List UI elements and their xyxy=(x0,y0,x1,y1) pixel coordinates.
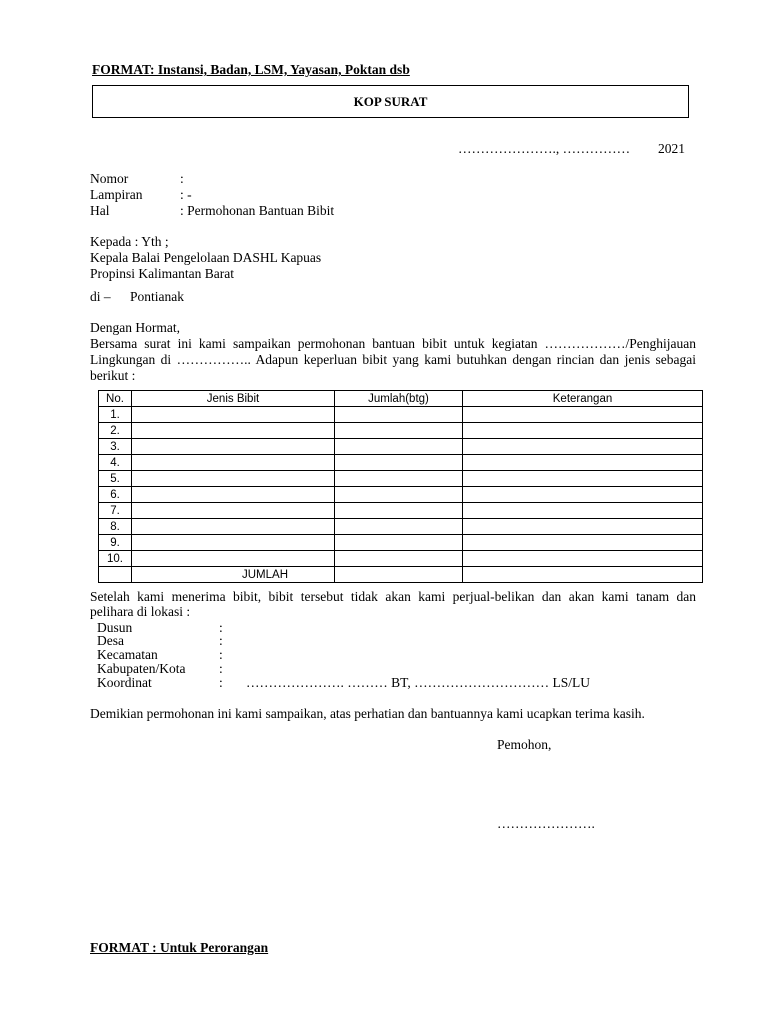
total-jumlah[interactable] xyxy=(335,567,463,583)
row-number: 10. xyxy=(99,551,132,567)
cell-jumlah[interactable] xyxy=(335,439,463,455)
location-colon: : xyxy=(219,661,223,676)
after-table-line-1: Setelah kami menerima bibit, bibit tersebut tidak akan kami perjual-belikan dan akan kami tanam dan xyxy=(90,589,696,604)
date-placeholder: …………………., …………… xyxy=(458,141,631,156)
cell-jenis[interactable] xyxy=(132,407,335,423)
letterhead-box xyxy=(92,85,689,118)
greeting: Dengan Hormat, xyxy=(90,320,180,335)
cell-jenis[interactable] xyxy=(132,503,335,519)
cell-keterangan[interactable] xyxy=(463,519,703,535)
cell-jumlah[interactable] xyxy=(335,551,463,567)
table-row xyxy=(99,519,703,535)
signature-placeholder: …………………. xyxy=(497,816,595,831)
table-row xyxy=(99,439,703,455)
row-number: 3. xyxy=(99,439,132,455)
meta-value-lampiran: : - xyxy=(180,187,192,202)
cell-jenis[interactable] xyxy=(132,455,335,471)
row-number: 9. xyxy=(99,535,132,551)
meta-label-lampiran: Lampiran xyxy=(90,187,143,202)
table-row xyxy=(99,487,703,503)
header-jenis-bibit: Jenis Bibit xyxy=(132,391,335,407)
cell-jenis[interactable] xyxy=(132,487,335,503)
meta-label-hal: Hal xyxy=(90,203,110,218)
table-total-row xyxy=(99,567,703,583)
meta-value-nomor: : xyxy=(180,171,184,186)
total-keterangan[interactable] xyxy=(463,567,703,583)
recipient-di-label: di – xyxy=(90,289,111,304)
cell-keterangan[interactable] xyxy=(463,551,703,567)
header-jumlah: Jumlah(btg) xyxy=(335,391,463,407)
cell-jenis[interactable] xyxy=(132,423,335,439)
location-label: Kabupaten/Kota xyxy=(97,661,186,676)
cell-jumlah[interactable] xyxy=(335,423,463,439)
cell-keterangan[interactable] xyxy=(463,455,703,471)
cell-jenis[interactable] xyxy=(132,471,335,487)
location-label: Kecamatan xyxy=(97,647,158,662)
body-line-2: Lingkungan di …………….. Adapun keperluan bibit yang kami butuhkan dengan rincian dan jenis sebagai xyxy=(90,352,696,367)
row-number: 5. xyxy=(99,471,132,487)
row-number: 1. xyxy=(99,407,132,423)
letterhead-title: KOP SURAT xyxy=(353,94,428,109)
header-no: No. xyxy=(99,391,132,407)
location-colon: : xyxy=(219,675,223,690)
body-line-1: Bersama surat ini kami sampaikan permohonan bantuan bibit untuk kegiatan ………………/Penghijauan xyxy=(90,336,696,351)
cell-jenis[interactable] xyxy=(132,519,335,535)
recipient-line-1: Kepada : Yth ; xyxy=(90,234,169,249)
cell-keterangan[interactable] xyxy=(463,487,703,503)
table-row xyxy=(99,551,703,567)
cell-keterangan[interactable] xyxy=(463,423,703,439)
format-heading-instansi: FORMAT: Instansi, Badan, LSM, Yayasan, Poktan dsb xyxy=(92,62,410,77)
cell-jenis[interactable] xyxy=(132,535,335,551)
date-year: 2021 xyxy=(658,141,685,156)
seedling-table xyxy=(98,390,703,583)
location-label: Desa xyxy=(97,633,124,648)
cell-keterangan[interactable] xyxy=(463,471,703,487)
closing-sentence: Demikian permohonan ini kami sampaikan, atas perhatian dan bantuannya kami ucapkan terima kasih. xyxy=(90,706,645,721)
cell-keterangan[interactable] xyxy=(463,439,703,455)
table-row xyxy=(99,423,703,439)
meta-label-nomor: Nomor xyxy=(90,171,129,186)
meta-value-hal: : Permohonan Bantuan Bibit xyxy=(180,203,335,218)
cell-jumlah[interactable] xyxy=(335,487,463,503)
table-row xyxy=(99,407,703,423)
cell-keterangan[interactable] xyxy=(463,407,703,423)
table-header-row xyxy=(99,391,703,407)
row-number: 8. xyxy=(99,519,132,535)
table-row xyxy=(99,455,703,471)
format-heading-perorangan: FORMAT : Untuk Perorangan xyxy=(90,940,269,955)
cell-jumlah[interactable] xyxy=(335,503,463,519)
total-label: JUMLAH xyxy=(132,567,335,583)
location-label: Dusun xyxy=(97,620,133,635)
recipient-city: Pontianak xyxy=(130,289,184,304)
after-table-line-2: pelihara di lokasi : xyxy=(90,604,191,619)
row-number: 6. xyxy=(99,487,132,503)
row-number: 7. xyxy=(99,503,132,519)
cell-jenis[interactable] xyxy=(132,551,335,567)
body-line-3: berikut : xyxy=(90,368,136,383)
signature-label: Pemohon, xyxy=(497,737,552,752)
recipient-line-2: Kepala Balai Pengelolaan DASHL Kapuas xyxy=(90,250,322,265)
cell-jumlah[interactable] xyxy=(335,407,463,423)
table-row xyxy=(99,503,703,519)
cell-jumlah[interactable] xyxy=(335,471,463,487)
location-colon: : xyxy=(219,620,223,635)
header-keterangan: Keterangan xyxy=(463,391,703,407)
recipient-line-3: Propinsi Kalimantan Barat xyxy=(90,266,234,281)
location-colon: : xyxy=(219,647,223,662)
cell-jumlah[interactable] xyxy=(335,519,463,535)
cell-jumlah[interactable] xyxy=(335,455,463,471)
table-row xyxy=(99,535,703,551)
location-label: Koordinat xyxy=(97,675,152,690)
cell-jenis[interactable] xyxy=(132,439,335,455)
cell-jumlah[interactable] xyxy=(335,535,463,551)
table-row xyxy=(99,471,703,487)
row-number: 4. xyxy=(99,455,132,471)
total-no-cell xyxy=(99,567,132,583)
cell-keterangan[interactable] xyxy=(463,535,703,551)
koordinat-fill: …………………. ……… BT, ………………………… LS/LU xyxy=(246,675,590,690)
location-colon: : xyxy=(219,633,223,648)
cell-keterangan[interactable] xyxy=(463,503,703,519)
row-number: 2. xyxy=(99,423,132,439)
